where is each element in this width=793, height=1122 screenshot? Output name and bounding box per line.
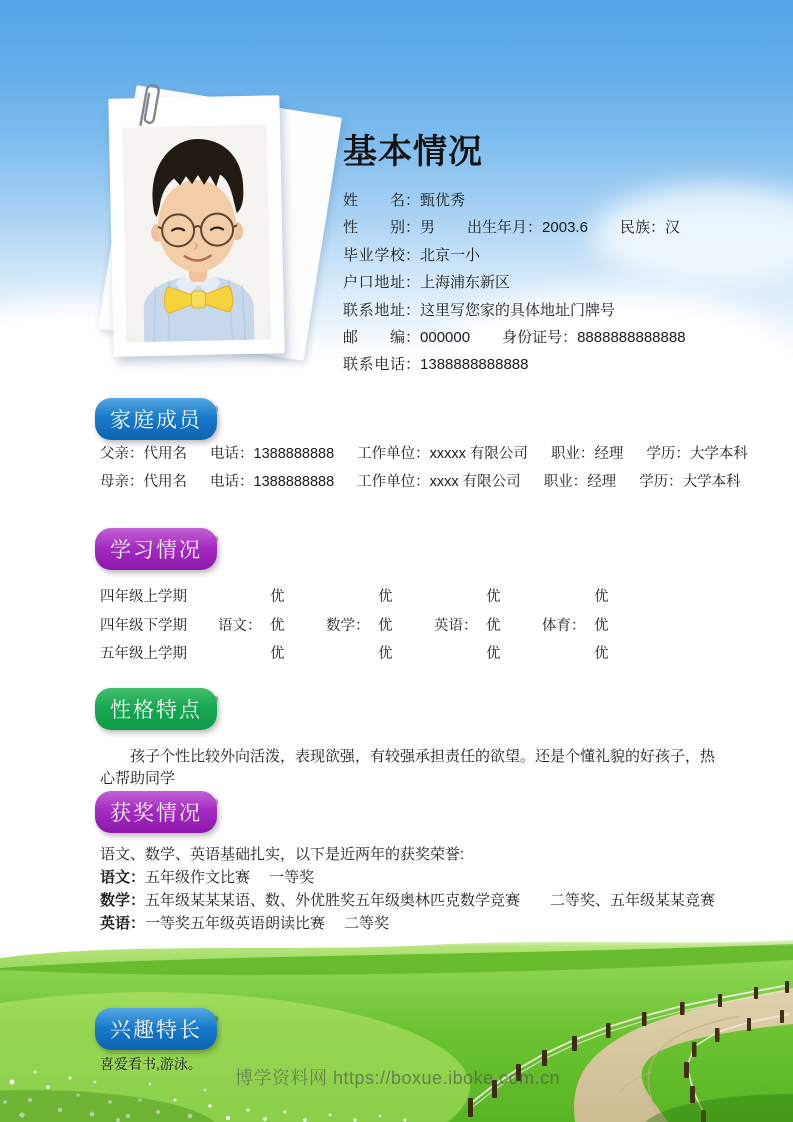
grade-cell: 优 — [594, 589, 609, 605]
family-row-father: 父亲：代用名 电话：1388888888 工作单位：xxxxx 有限公司 职业：经理 学历：大学本科 — [100, 446, 748, 462]
student-photo — [122, 125, 271, 343]
grade-cell: 优 — [270, 646, 285, 662]
award-item: 英语：一等奖五年级英语朗读比赛 二等奖 — [100, 915, 390, 932]
subject-label: 体育： — [542, 617, 586, 634]
grade-cell: 优 — [594, 646, 609, 662]
section-badge-study: 学习情况 — [95, 528, 217, 570]
registered-address-value: 上海浦东新区 — [420, 274, 511, 292]
contact-address-value: 这里写您家的具体地址门牌号 — [420, 301, 616, 319]
ethnicity-value: 汉 — [664, 219, 680, 237]
birthdate-value: 2003.6 — [542, 219, 588, 237]
award-item: 数学：五年级某某某语、数、外优胜奖五年级奥林匹克数学竞赛 二等奖、五年级某某竞赛 — [100, 892, 716, 909]
basic-row-school: 毕业学校：北京一小 — [343, 246, 481, 264]
grade-cell: 优 — [486, 617, 501, 634]
name-value: 甄优秀 — [420, 192, 466, 209]
basic-row-name: 姓名：甄优秀 — [343, 192, 466, 209]
awards-list — [100, 843, 730, 935]
school-value: 北京一小 — [420, 246, 481, 264]
grade-cell: 优 — [378, 589, 393, 605]
basic-row-phone: 联系电话：1388888888888 — [343, 356, 529, 374]
grade-cell: 优 — [270, 589, 285, 605]
id-number-value: 8888888888888 — [577, 329, 686, 347]
grade-cell: 优 — [594, 617, 609, 634]
family-row-mother: 母亲：代用名 电话：1388888888 工作单位：xxxx 有限公司 职业：经理 学历：大学本科 — [100, 473, 741, 490]
grade-cell: 优 — [378, 617, 393, 634]
term-cell: 五年级上学期 — [100, 646, 187, 662]
award-item: 语文：五年级作文比赛 一等奖 — [100, 869, 315, 886]
section-badge-awards: 获奖情况 — [95, 791, 217, 833]
term-cell: 四年级上学期 — [100, 589, 187, 605]
zip-value: 000000 — [420, 329, 471, 347]
basic-row-zip-id: 邮编：000000 身份证号：8888888888888 — [343, 329, 686, 347]
term-cell: 四年级下学期 — [100, 617, 187, 634]
subject-label: 英语： — [434, 617, 478, 634]
family-rows — [100, 441, 748, 496]
section-badge-personality: 性格特点 — [95, 688, 217, 730]
personality-text: 孩子个性比较外向活泼，表现欲强，有较强承担责任的欲望。还是个懂礼貌的好孩子，热心帮助同学 — [100, 748, 716, 787]
gender-value: 男 — [420, 219, 436, 237]
phone-value: 1388888888888 — [420, 356, 529, 374]
basic-row-registered-address: 户口地址：上海浦东新区 — [343, 274, 511, 292]
grade-cell: 优 — [270, 617, 285, 634]
basic-info-section — [343, 124, 773, 379]
page-title: 基本情况 — [343, 133, 483, 171]
section-badge-interests: 兴趣特长 — [95, 1008, 217, 1050]
subject-label: 数学： — [326, 617, 370, 634]
grade-cell: 优 — [486, 589, 501, 605]
interests-text: 喜爱看书,游泳。 — [100, 1056, 202, 1072]
subject-label: 语文： — [218, 617, 262, 634]
basic-row-contact-address: 联系地址：这里写您家的具体地址门牌号 — [343, 301, 616, 319]
study-table — [100, 583, 644, 669]
grade-cell: 优 — [486, 646, 501, 662]
basic-row-gender: 性别：男 出生年月：2003.6 民族：汉 — [343, 219, 680, 237]
section-badge-family: 家庭成员 — [95, 398, 217, 440]
grade-cell: 优 — [378, 646, 393, 662]
awards-intro: 语文、数学、英语基础扎实，以下是近两年的获奖荣誉: — [100, 846, 465, 863]
watermark-text: 博学资料网 https://boxue.iboke.com.cn — [235, 1068, 561, 1088]
photo-card — [108, 95, 284, 357]
